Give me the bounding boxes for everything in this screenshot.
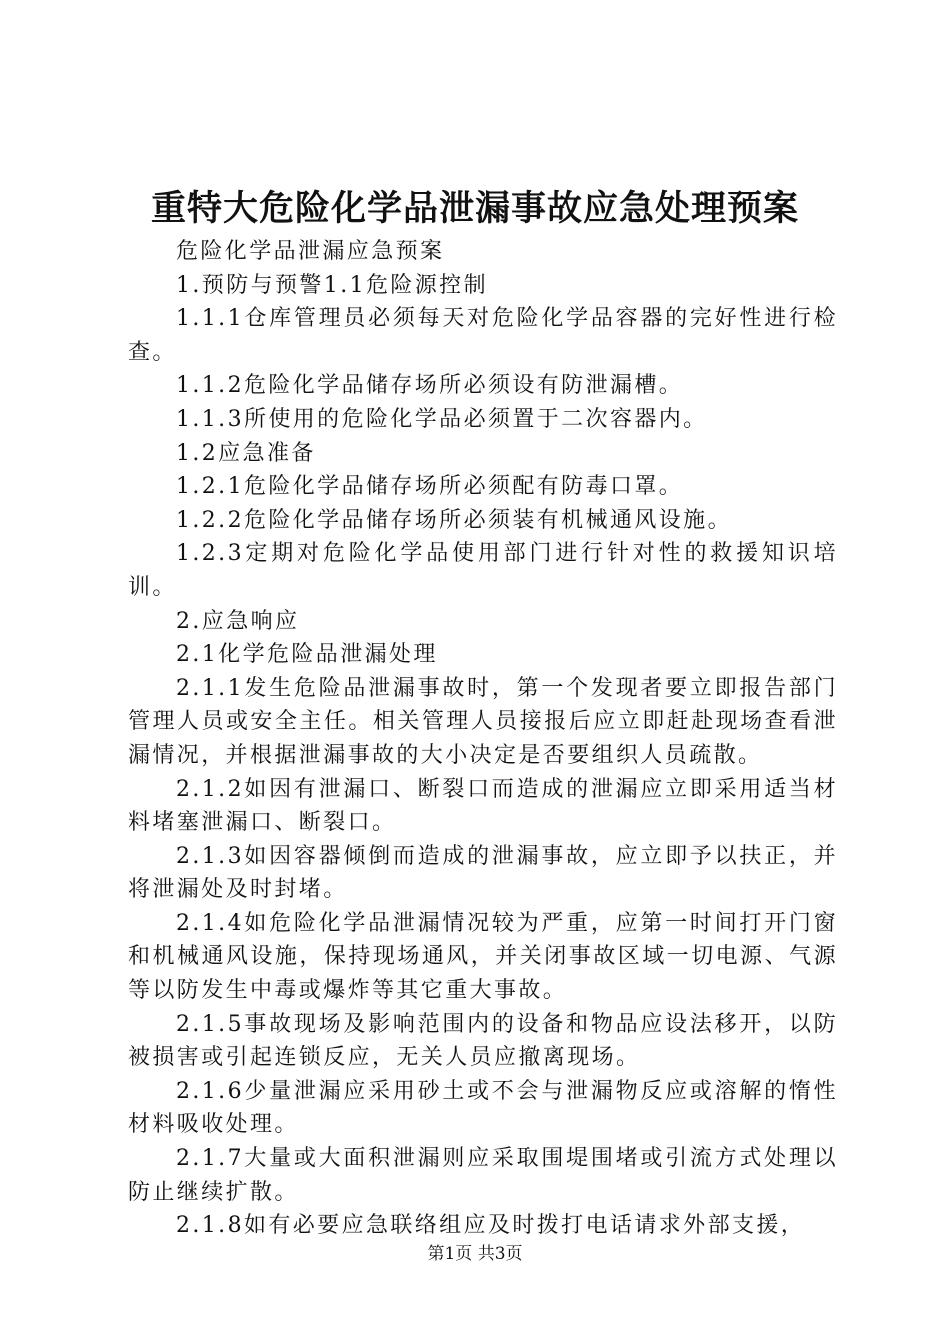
paragraph-1-2-3: 1.2.3定期对危险化学品使用部门进行针对性的救援知识培训。	[128, 541, 838, 600]
paragraph-2-1-2: 2.1.2如因有泄漏口、断裂口而造成的泄漏应立即采用适当材料堵塞泄漏口、断裂口。	[128, 776, 838, 836]
paragraph-2-1-7: 2.1.7大量或大面积泄漏则应采取围堤围堵或引流方式处理以防止继续扩散。	[128, 1146, 838, 1205]
paragraph-1-1-3: 1.1.3所使用的危险化学品必须置于二次容器内。	[176, 406, 708, 432]
paragraph-1-2-1: 1.2.1危险化学品储存场所必须配有防毒口罩。	[176, 474, 684, 500]
paragraph-2-1-3: 2.1.3如因容器倾倒而造成的泄漏事故，应立即予以扶正，并将泄漏处及时封堵。	[128, 843, 838, 903]
paragraph-section-1-2: 1.2应急准备	[176, 440, 316, 466]
paragraph-plan-name: 危险化学品泄漏应急预案	[176, 239, 445, 264]
paragraph-1-1-1: 1.1.1仓库管理员必须每天对危险化学品容器的完好性进行检查。	[128, 306, 838, 365]
paragraph-section-2: 2.应急响应	[176, 608, 300, 634]
document-body	[128, 235, 838, 1243]
paragraph-section-2-1: 2.1化学危险品泄漏处理	[176, 642, 438, 668]
paragraph-1-2-2: 1.2.2危险化学品储存场所必须装有机械通风设施。	[176, 507, 732, 533]
paragraph-2-1-8: 2.1.8如有必要应急联络组应及时拨打电话请求外部支援，	[176, 1213, 806, 1239]
page-footer: 第1页 共3页	[427, 1244, 523, 1264]
paragraph-2-1-4: 2.1.4如危险化学品泄漏情况较为严重，应第一时间打开门窗和机械通风设施，保持现场通风，并关闭事故区域一切电源、气源等以防发生中毒或爆炸等其它重大事故。	[128, 910, 838, 1004]
document-title: 重特大危险化学品泄漏事故应急处理预案	[150, 188, 799, 229]
paragraph-2-1-6: 2.1.6少量泄漏应采用砂土或不会与泄漏物反应或溶解的惰性材料吸收处理。	[128, 1078, 838, 1138]
paragraph-2-1-5: 2.1.5事故现场及影响范围内的设备和物品应设法移开，以防被损害或引起连锁反应，无关人员应撤离现场。	[128, 1011, 838, 1071]
paragraph-section-1: 1.预防与预警1.1危险源控制	[176, 272, 488, 298]
paragraph-1-1-2: 1.1.2危险化学品储存场所必须设有防泄漏槽。	[176, 373, 684, 399]
paragraph-2-1-1: 2.1.1发生危险品泄漏事故时，第一个发现者要立即报告部门管理人员或安全主任。相关管理人员接报后应立即赶赴现场查看泄漏情况，并根据泄漏事故的大小决定是否要组织人员疏散。	[128, 675, 838, 768]
